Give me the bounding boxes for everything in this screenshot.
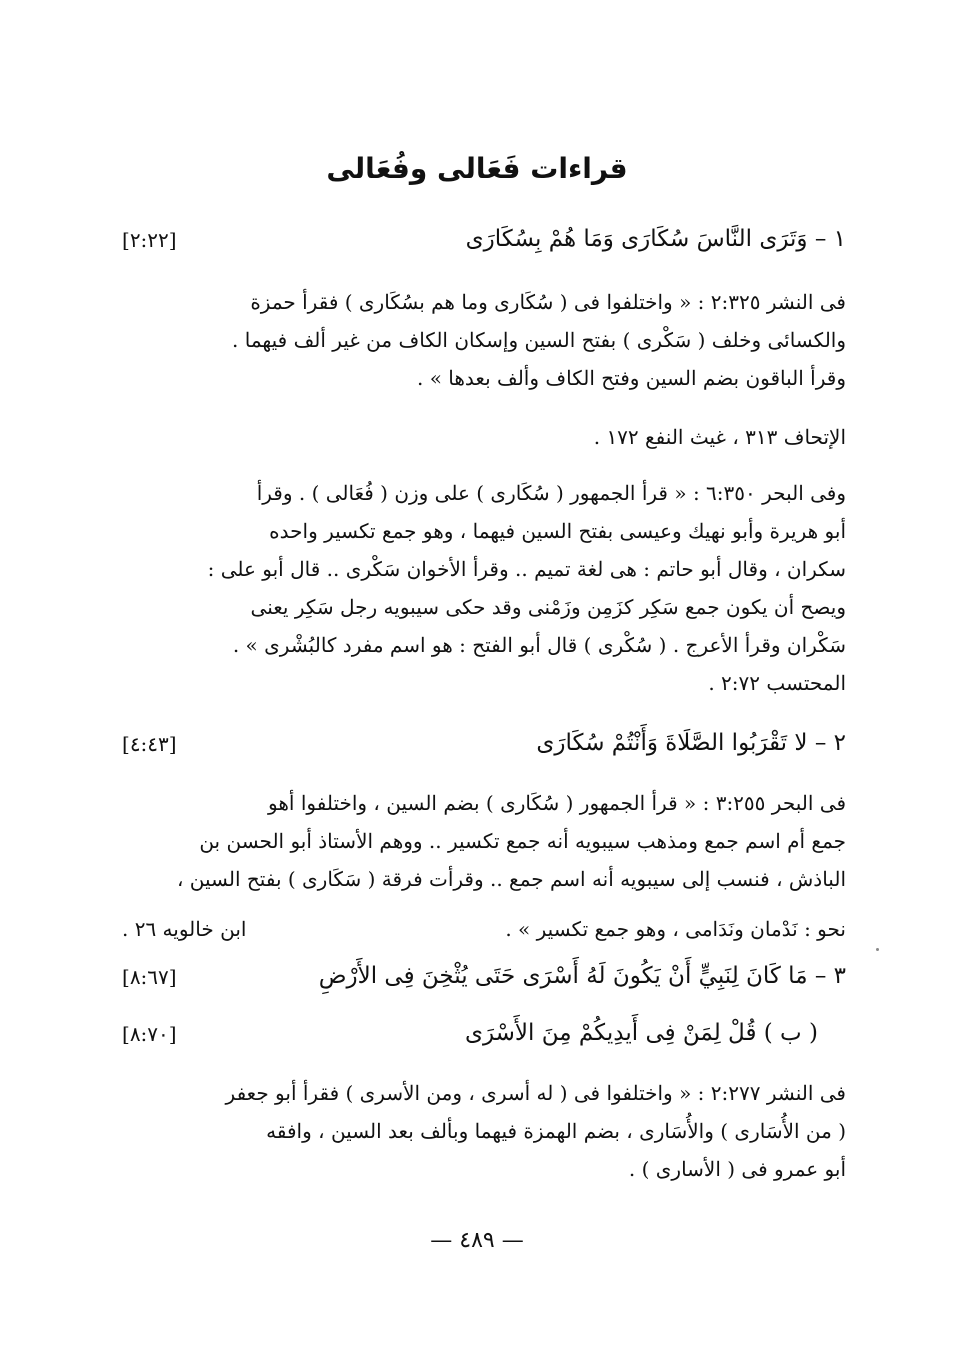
- verse-2-text: ٢ – لا تَقْرَبُوا الصَّلَاةَ وَأَنْتُمْ سُكَارَى: [536, 730, 846, 756]
- verse-1-ref: [٢:٢٢]: [122, 228, 177, 252]
- paragraph-3-line: جمع أم اسم جمع ومذهب سيبويه أنه جمع تكسير .. ووهم الأستاذ أبو الحسن بن: [199, 829, 846, 853]
- source-line: ابن خالويه ٢٦ .: [122, 917, 247, 941]
- speck-mark: [876, 948, 879, 951]
- verse-3-text: ٣ – مَا كَانَ لِنَبِيٍّ أَنْ يَكُونَ لَهُ أَسْرَى حَتَى يُثْخِنَ فِى الأَرْضِ: [318, 963, 846, 989]
- paragraph-2-line: المحتسب ٢:٧٢ .: [708, 671, 846, 695]
- paragraph-1-line: والكسائى وخلف ( سَكْرى ) بفتح السين وإسكان الكاف من غير ألف فيهما .: [232, 328, 846, 352]
- paragraph-1: [122, 283, 846, 397]
- paragraph-2-line: ويصح أن يكون جمع سَكِر كزَمِن وزَمْنى وقد حكى سيبويه رجل سَكِر يعنى: [250, 595, 846, 619]
- verse-2: [122, 730, 846, 770]
- verse-1: [122, 226, 846, 266]
- paragraph-4-line: فى النشر ٢:٢٧٧ : « واختلفوا فى ( له أسرى ، ومن الأسرى ) فقرأ أبو جعفر: [225, 1081, 846, 1105]
- paragraph-4-line: ( من الأُسَارى ) والأُسَارى ، بضم الهمزة فيهما وبألف بعد السين ، وافقه: [266, 1119, 846, 1143]
- verse-3b-ref: [٨:٧٠]: [122, 1022, 177, 1046]
- paragraph-4: [122, 1074, 846, 1188]
- paragraph-4-line: أبو عمرو فى ( الأسارى ) .: [628, 1157, 846, 1181]
- paragraph-3-last-row: [122, 917, 846, 955]
- paragraph-2: [122, 474, 846, 702]
- paragraph-1-line: وقرأ الباقون بضم السين وفتح الكاف وألف بعدها » .: [416, 366, 846, 390]
- paragraph-3-line: فى البحر ٣:٢٥٥ : « قرأ الجمهور ( سُكَارى ) بضم السين ، واختلفوا أهو: [268, 791, 846, 815]
- paragraph-2-line: أبو هريرة وأبو نهيك وعيسى بفتح السين فيهما ، وهو جمع تكسير واحده: [269, 519, 846, 543]
- verse-2-ref: [٤:٤٣]: [122, 732, 177, 756]
- paragraph-2-line: سكران ، وقال أبو حاتم : هى لغة تميم .. وقرأ الأخوان سَكْرى .. قال أبو على :: [207, 557, 846, 581]
- source-line: الإتحاف ٣١٣ ، غيث النفع ١٧٢ .: [593, 425, 846, 449]
- paragraph-1-source: [122, 418, 846, 456]
- page-number: — ٤٨٩ —: [430, 1228, 524, 1253]
- verse-3: [122, 963, 846, 1003]
- paragraph-1-line: فى النشر ٢:٣٢٥ : « واختلفوا فى ( سُكَارى وما هم بسُكَارى ) فقرأ حمزة: [250, 290, 846, 314]
- verse-3b-text: ( ب ) قُلْ لِمَنْ فِى أَيدِيكُمْ مِنَ الأَسْرَى: [464, 1020, 818, 1046]
- paragraph-3-line: الباذش ، فنسب إلى سيبويه أنه اسم جمع .. وقرأت فرقة ( سَكَارى ) بفتح السين ،: [176, 867, 846, 891]
- page-title: قراءات فَعَالى وفُعَالى: [326, 152, 628, 185]
- paragraph-2-line: وفى البحر ٦:٣٥٠ : « قرأ الجمهور ( سُكَارى ) على وزن ( فُعَالى ) . وقرأ: [256, 481, 846, 505]
- verse-3b: [122, 1020, 846, 1060]
- paragraph-3: [122, 784, 846, 898]
- paragraph-2-line: سَكْران وقرأ الأعرج . ( سُكْرى ) قال أبو الفتح : هو اسم مفرد كالبُشْرى » .: [232, 633, 846, 657]
- verse-1-text: ١ – وَتَرَى النَّاسَ سُكَارَى وَمَا هُمْ بِسُكَارَى: [465, 226, 846, 252]
- paragraph-3-line: نحو : نَدْمان ونَدَامى ، وهو جمع تكسير » .: [505, 917, 846, 941]
- verse-3-ref: [٨:٦٧]: [122, 965, 177, 989]
